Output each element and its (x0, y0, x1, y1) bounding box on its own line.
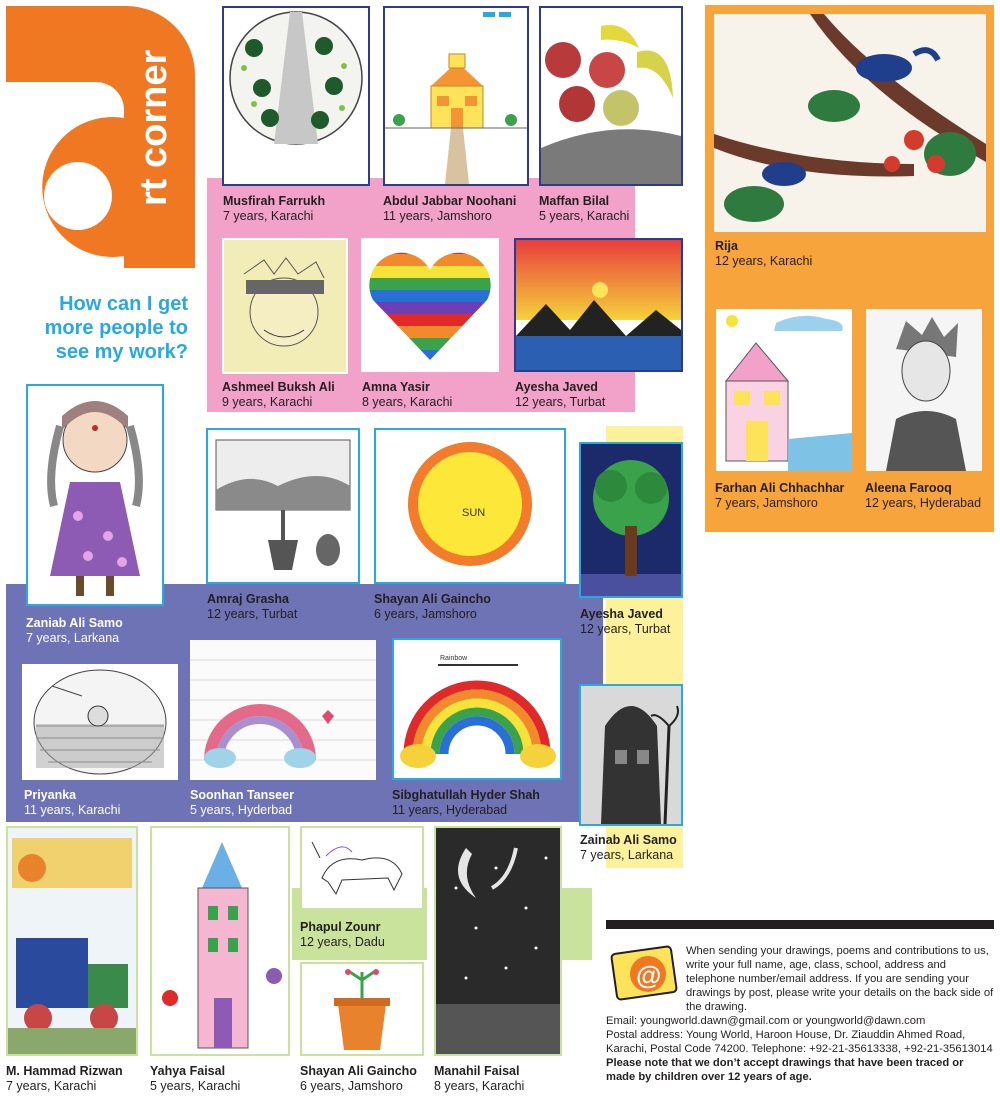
artwork-maffan (539, 6, 683, 186)
sun-label: SUN (462, 507, 486, 519)
info-email: Email: youngworld.dawn@gmail.com or youngworld@dawn.com (606, 1015, 926, 1027)
caption-soonhan: Soonhan Tanseer 5 years, Hyderbad (190, 788, 294, 817)
artwork-rija (714, 14, 986, 232)
caption-phapul: Phapul Zounr 12 years, Dadu (300, 920, 385, 949)
artwork-aleena (866, 309, 982, 471)
caption-priyanka: Priyanka 11 years, Karachi (24, 788, 121, 817)
artwork-ayesha-2 (579, 442, 683, 598)
artwork-priyanka (22, 664, 178, 780)
caption-hammad: M. Hammad Rizwan 7 years, Karachi (6, 1064, 123, 1093)
caption-ayesha-2: Ayesha Javed 12 years, Turbat (580, 607, 671, 636)
artwork-musfirah (222, 6, 370, 186)
caption-ashmeel: Ashmeel Buksh Ali 9 years, Karachi (222, 380, 335, 409)
logo-text: rt corner (133, 49, 175, 206)
artwork-shayan-sun (374, 428, 566, 584)
artwork-sibghat (392, 638, 562, 780)
caption-zainab: Zainab Ali Samo 7 years, Larkana (580, 833, 677, 862)
caption-zaniab: Zaniab Ali Samo 7 years, Larkana (26, 616, 123, 645)
info-lead: When sending your drawings, poems and contributions to us, write your full name, age, class, school, address and telephone number/email address. If you are sending your drawings by post, please write your details on the back side of the drawing. (686, 945, 994, 1013)
caption-abdul: Abdul Jabbar Noohani 11 years, Jamshoro (383, 194, 517, 223)
artwork-amraj (206, 428, 360, 584)
artwork-shayan-pot (300, 962, 424, 1056)
caption-farhan: Farhan Ali Chhachhar 7 years, Jamshoro (715, 481, 845, 510)
artwork-farhan (716, 309, 852, 471)
rainbow-label: Rainbow (440, 655, 468, 662)
artwork-ayesha-1 (514, 238, 683, 372)
artwork-abdul (383, 6, 529, 186)
caption-ayesha-1: Ayesha Javed 12 years, Turbat (515, 380, 606, 409)
caption-aleena: Aleena Farooq 12 years, Hyderabad (865, 481, 982, 510)
info-postal: Postal address: Young World, Haroon House, Dr. Ziauddin Ahmed Road, Karachi, Postal Code 74200. Telephone: +92-21-35613338, +92-21-35613014 (606, 1029, 993, 1055)
artwork-phapul (300, 826, 424, 910)
caption-shayan-2: Shayan Ali Gaincho 6 years, Jamshoro (300, 1064, 417, 1093)
info-divider (606, 920, 994, 929)
caption-amna: Amna Yasir 8 years, Karachi (362, 380, 453, 409)
artwork-ashmeel (222, 238, 348, 374)
artwork-yahya (150, 826, 290, 1056)
artwork-manahil (434, 826, 562, 1056)
caption-yahya: Yahya Faisal 5 years, Karachi (150, 1064, 241, 1093)
page-question: How can I get more people to see my work? (44, 293, 188, 363)
caption-sibghat: Sibghatullah Hyder Shah 11 years, Hyderabad (392, 788, 540, 817)
artwork-hammad (6, 826, 138, 1056)
artwork-soonhan (190, 640, 376, 780)
caption-musfirah: Musfirah Farrukh 7 years, Karachi (223, 194, 326, 223)
green-strip-right (560, 888, 592, 960)
artwork-zaniab (26, 384, 164, 606)
artwork-amna (361, 238, 499, 372)
caption-shayan-1: Shayan Ali Gaincho 6 years, Jamshoro (374, 592, 491, 621)
caption-maffan: Maffan Bilal 5 years, Karachi (539, 194, 630, 223)
info-notice: Please note that we don’t accept drawings that have been traced or made by children over 12 years of age. (606, 1057, 964, 1083)
caption-amraj: Amraj Grasha 12 years, Turbat (207, 592, 298, 621)
artwork-zainab (579, 684, 683, 826)
caption-manahil: Manahil Faisal 8 years, Karachi (434, 1064, 525, 1093)
submission-info (606, 944, 994, 1084)
caption-rija: Rija 12 years, Karachi (715, 239, 813, 268)
at-symbol: @ (636, 960, 662, 990)
